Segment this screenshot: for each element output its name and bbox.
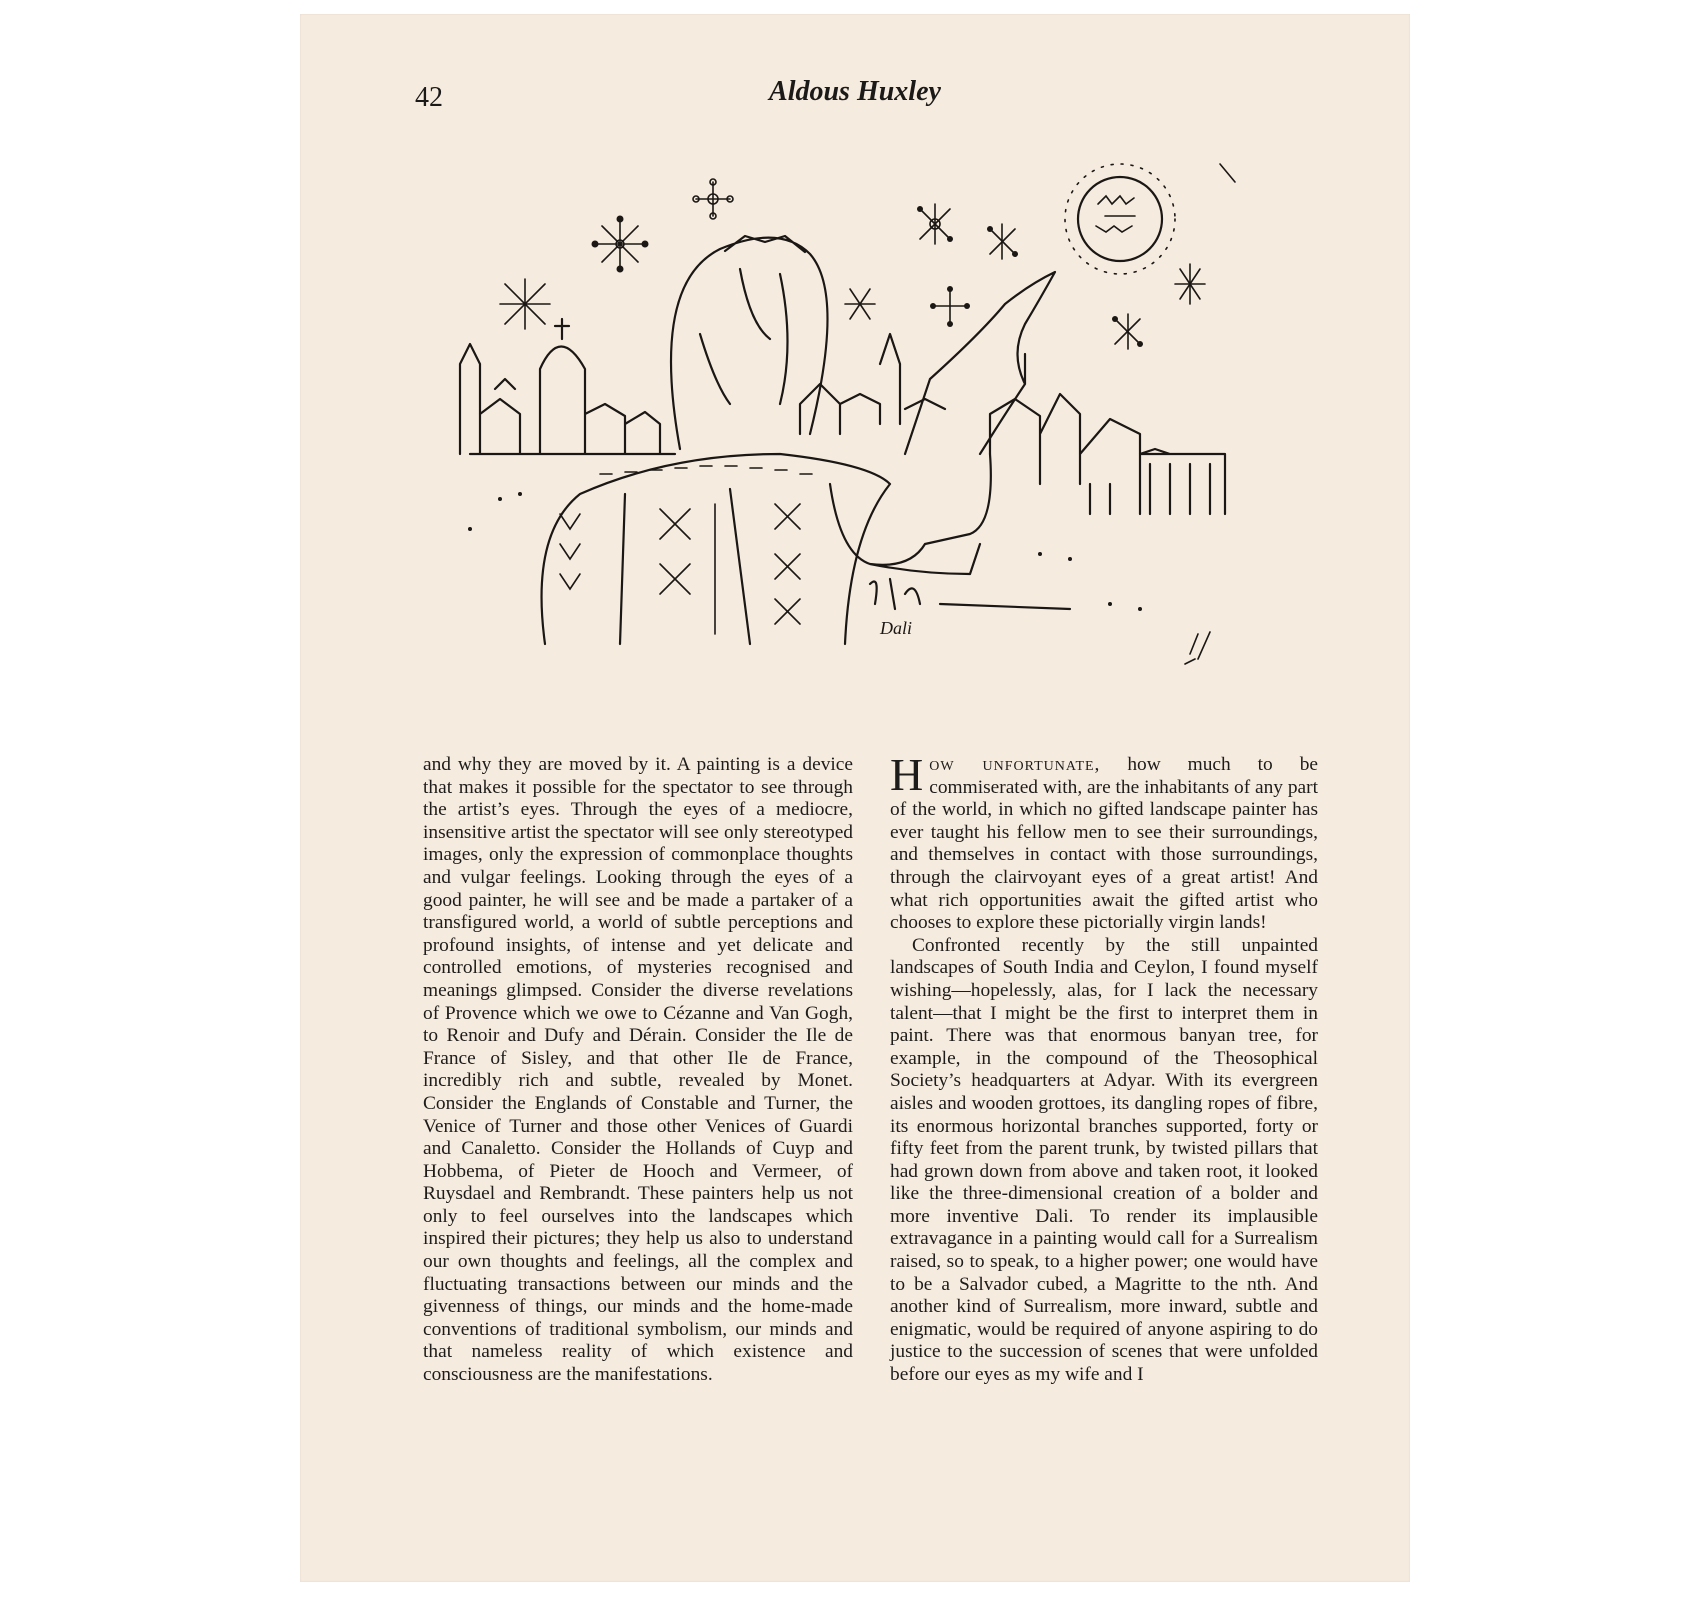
star-ornament bbox=[845, 289, 875, 319]
star-ornament bbox=[1175, 264, 1205, 304]
pointing-hand bbox=[905, 272, 1055, 454]
star-ornament bbox=[1112, 314, 1143, 349]
body-paragraph: Confronted recently by the still unpainted landscapes of South India and Ceylon, I found myself wishing—hopelessly, alas, for I lack the necessary talent—that I might be the first to interpret them in paint. There was that enormous banyan tree, for example, in the compound of the Theosophical Society’s headquarters at Adyar. With its evergreen aisles and wooden grottoes, its dangling ropes of fibre, its enormous horizontal branches supported, forty or fifty feet from the parent trunk, by twisted pillars that had grown down from above and taken root, it looked like the three-dimensional creation of a bolder and more inventive Dali. To render its implausible extravagance in a painting would call for a Surrealism raised, so to speak, to a higher power; one would have to be a Salvador cubed, a Magritte to the nth. And another kind of Surrealism, more inward, subtle and enigmatic, would be required of anyone aspiring to do justice to the succession of scenes that were unfolded before our eyes as my wife and I bbox=[890, 934, 1318, 1386]
body-paragraph bbox=[890, 749, 1318, 935]
lead-in: ow unfortunate, bbox=[929, 754, 1101, 775]
cloak-outline bbox=[542, 454, 991, 644]
stroke-mark bbox=[1220, 164, 1235, 182]
star-ornament bbox=[917, 204, 953, 244]
paragraph-text: how much to be commiserated with, are the inhabitants of any part of the world, in which no gifted landscape painter has ever taught his fellow men to see their surroundings, and themselves in contact with those surroundings, through the clairvoyant eyes of a great artist! And what rich opportunities await the gifted artist who chooses to explore these pictorially virgin lands! bbox=[890, 754, 1318, 934]
drop-cap: H bbox=[890, 749, 924, 800]
sun-ornament bbox=[1065, 164, 1175, 274]
left-column bbox=[423, 754, 853, 1387]
star-ornament bbox=[592, 216, 649, 273]
signature-mark bbox=[870, 579, 1070, 609]
city-skyline bbox=[990, 394, 1225, 514]
dali-illustration bbox=[450, 154, 1250, 724]
running-head: Aldous Huxley bbox=[769, 76, 941, 107]
right-column bbox=[890, 749, 1318, 1387]
page-number: 42 bbox=[415, 82, 443, 113]
body-paragraph: and why they are moved by it. A painting is a device that makes it possible for the spectator to see through the artist’s eyes. Through the eyes of a mediocre, insensitive artist the spectator will see only stereotyped images, only the expression of commonplace thoughts and vulgar feelings. Looking through the eyes of a good painter, he will see and be made a partaker of a transfigured world, a world of subtle perceptions and profound insights, of intense and yet delicate and controlled emotions, of mysteries recognised and meanings glimpsed. Consider the diverse revelations of Provence which we owe to Cézanne and Van Gogh, to Renoir and Dufy and Dérain. Consider the Ile de France of Sisley, and that other Ile de France, incredibly rich and subtle, revealed by Monet. Consider the Englands of Constable and Turner, the Venice of Turner and those other Venices of Guardi and Canaletto. Consider the Hollands of Cuyp and Hobbema, of Pieter de Hooch and Vermeer, of Ruysdael and Rembrandt. These painters help us not only to feel ourselves into the landscapes which inspired their pictures; they help us also to understand our own thoughts and feelings, all the complex and fluctuating transactions between our minds and the givenness of things, our minds and the home-made conventions of traditional symbolism, our minds and that nameless reality of which existence and consciousness are the manifestations. bbox=[423, 754, 853, 1386]
artist-signature: Dali bbox=[880, 618, 913, 638]
cloak-pattern bbox=[560, 466, 812, 634]
figure-outline bbox=[671, 236, 828, 449]
book-page bbox=[300, 14, 1410, 1582]
star-ornament bbox=[987, 224, 1018, 259]
stroke-mark bbox=[1185, 632, 1210, 664]
star-ornament bbox=[693, 179, 733, 219]
star-ornament bbox=[500, 279, 550, 329]
dot-marks bbox=[468, 492, 1142, 611]
star-ornament bbox=[930, 286, 970, 327]
city-skyline bbox=[460, 319, 675, 454]
